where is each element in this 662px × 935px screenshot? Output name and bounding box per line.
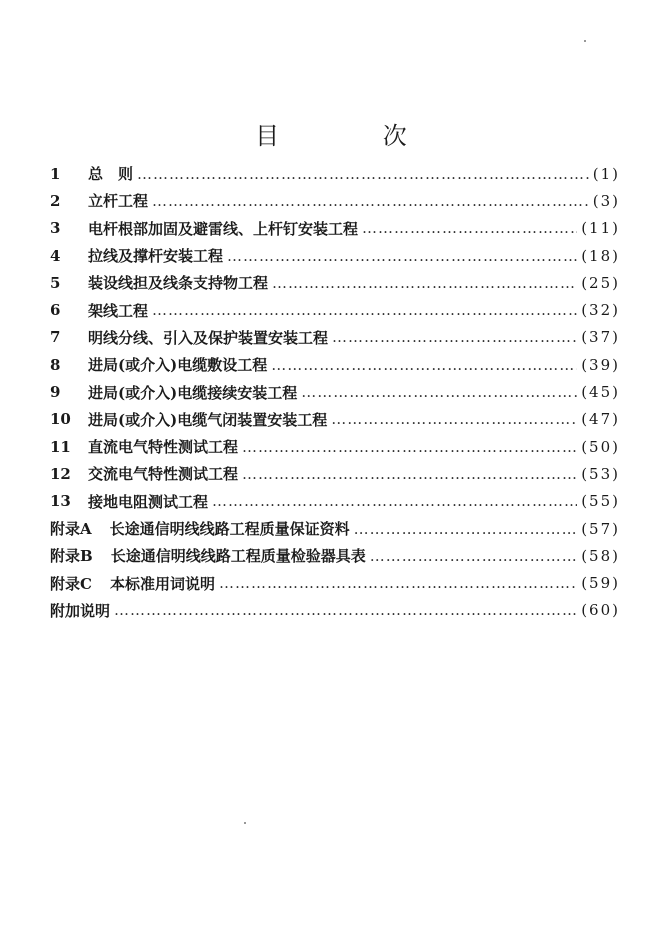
entry-title: 附加说明 xyxy=(50,601,111,620)
dot-leader xyxy=(242,465,577,483)
scan-speck xyxy=(244,822,246,824)
toc-entry xyxy=(50,488,620,515)
toc-entry xyxy=(50,160,620,187)
toc-entry xyxy=(50,569,620,596)
dot-leader xyxy=(152,192,589,210)
page-title: 目 次 xyxy=(255,122,455,151)
entry-page: (57) xyxy=(581,519,620,538)
dot-leader xyxy=(332,328,577,346)
entry-title: 电杆根部加固及避雷线、上杆钉安装工程 xyxy=(88,219,359,238)
toc-entry xyxy=(50,542,620,569)
entry-number: 8 xyxy=(50,355,61,374)
toc-entry xyxy=(50,242,620,269)
entry-page: (11) xyxy=(581,219,620,238)
entry-number: 7 xyxy=(50,328,61,347)
table-of-contents xyxy=(50,160,620,624)
dot-leader xyxy=(331,410,577,428)
dot-leader xyxy=(370,547,578,565)
entry-title: 总 则 xyxy=(88,165,134,184)
entry-title: 进局(或介入)电缆接续安装工程 xyxy=(88,383,298,402)
toc-entry xyxy=(50,515,620,542)
entry-title: 长途通信明线线路工程质量检验器具表 xyxy=(110,547,366,566)
toc-entry xyxy=(50,597,620,624)
entry-number: 13 xyxy=(50,492,71,511)
entry-title: 直流电气特性测试工程 xyxy=(88,438,239,457)
entry-title: 长途通信明线线路工程质量保证资料 xyxy=(109,520,350,538)
entry-title: 交流电气特性测试工程 xyxy=(88,465,239,484)
entry-number: 6 xyxy=(50,301,61,320)
dot-leader xyxy=(114,601,577,619)
dot-leader xyxy=(212,492,577,510)
entry-page: (37) xyxy=(581,328,620,347)
toc-entry xyxy=(50,351,620,378)
entry-page: (18) xyxy=(581,246,620,265)
entry-title: 明线分线、引入及保护装置安装工程 xyxy=(88,328,329,347)
toc-entry xyxy=(50,296,620,323)
entry-page: (1) xyxy=(592,164,620,183)
entry-page: (58) xyxy=(581,546,620,565)
entry-page: (59) xyxy=(581,574,620,593)
entry-page: (39) xyxy=(581,355,620,374)
entry-number: 11 xyxy=(50,437,71,456)
scan-speck xyxy=(584,40,586,42)
entry-title: 本标准用词说明 xyxy=(109,574,215,593)
entry-number: 3 xyxy=(50,219,61,238)
dot-leader xyxy=(137,165,589,183)
dot-leader xyxy=(219,574,577,592)
entry-page: (3) xyxy=(592,191,620,210)
entry-page: (60) xyxy=(581,601,620,620)
entry-title: 进局(或介入)电缆气闭装置安装工程 xyxy=(88,410,328,429)
entry-page: (55) xyxy=(581,492,620,511)
entry-page: (45) xyxy=(581,383,620,402)
toc-entry xyxy=(50,433,620,460)
entry-page: (47) xyxy=(581,410,620,429)
entry-page: (50) xyxy=(581,437,620,456)
entry-number: 4 xyxy=(50,246,61,265)
entry-page: (25) xyxy=(581,273,620,292)
dot-leader xyxy=(152,301,577,319)
toc-entry xyxy=(50,460,620,487)
entry-title: 拉线及撑杆安装工程 xyxy=(88,247,224,266)
dot-leader xyxy=(301,383,577,401)
entry-page: (32) xyxy=(581,301,620,320)
entry-page: (53) xyxy=(581,464,620,483)
entry-title: 接地电阻测试工程 xyxy=(88,492,209,511)
entry-number: 附录C xyxy=(50,574,92,593)
entry-number: 10 xyxy=(50,410,71,429)
toc-entry xyxy=(50,269,620,296)
dot-leader xyxy=(242,438,577,456)
entry-number: 2 xyxy=(50,191,61,210)
dot-leader xyxy=(362,219,577,237)
dot-leader xyxy=(272,274,577,292)
entry-number: 1 xyxy=(50,164,61,183)
entry-number: 附录B xyxy=(50,547,93,566)
dot-leader xyxy=(271,356,577,374)
toc-entry xyxy=(50,378,620,405)
toc-entry xyxy=(50,215,620,242)
toc-entry xyxy=(50,187,620,214)
entry-title: 进局(或介入)电缆敷设工程 xyxy=(88,356,268,375)
entry-title: 装设线担及线条支持物工程 xyxy=(88,274,269,293)
entry-title: 架线工程 xyxy=(88,301,149,320)
toc-entry xyxy=(50,324,620,351)
entry-number: 5 xyxy=(50,273,61,292)
toc-entry xyxy=(50,406,620,433)
dot-leader xyxy=(354,520,578,538)
entry-number: 12 xyxy=(50,464,71,483)
dot-leader xyxy=(227,247,577,265)
entry-number: 附录A xyxy=(50,520,92,538)
entry-title: 立杆工程 xyxy=(88,192,149,211)
entry-number: 9 xyxy=(50,383,61,402)
